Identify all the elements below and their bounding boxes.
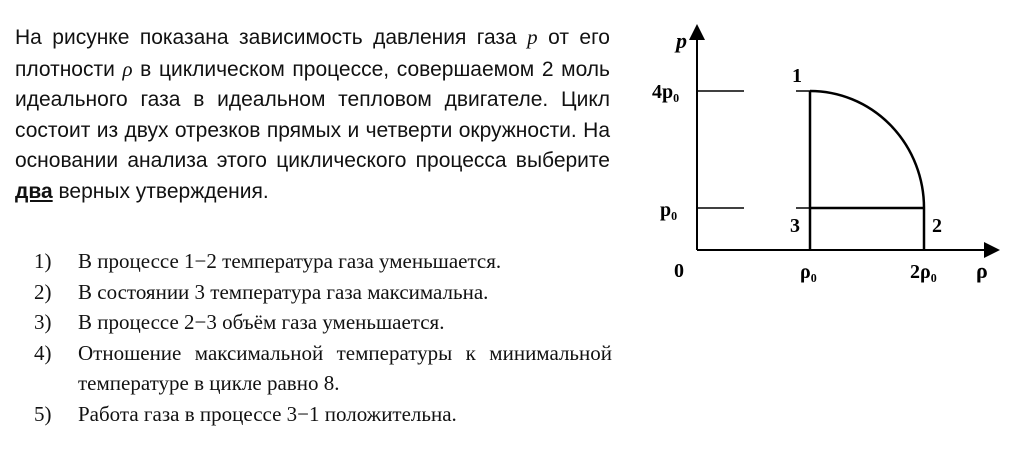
y-tick-p0: p₀ xyxy=(660,199,678,221)
point-label-2: 2 xyxy=(932,215,942,237)
intro-line-9: верных утверждения. xyxy=(58,179,269,203)
intro-line-1: На рисунке показана зависимость давления газа xyxy=(15,26,517,49)
option-number: 4) xyxy=(34,340,52,365)
option-text: Отношение максимальной температуры к минимальной температуре в цикле равно 8. xyxy=(78,340,612,395)
emphasis-word: два xyxy=(15,179,53,203)
pressure-density-diagram xyxy=(640,20,1020,320)
option-text: В процессе 2−3 объём газа уменьшается. xyxy=(78,310,445,334)
problem-statement xyxy=(15,22,610,207)
intro-line-4: совершаемом 2 моль идеального газа в xyxy=(15,57,610,111)
option-number: 1) xyxy=(34,249,52,273)
intro-line-6: двух отрезков прямых и четверти окружности. На xyxy=(124,118,610,142)
option-text: В состоянии 3 температура газа максимальна. xyxy=(78,279,489,304)
option-3 xyxy=(34,307,612,338)
y-tick-4p0: 4p₀ xyxy=(652,81,680,103)
intro-line-7: основании анализа этого циклического процесса xyxy=(15,149,507,172)
arc-1-2 xyxy=(810,91,924,208)
point-label-1: 1 xyxy=(792,65,802,87)
answer-options xyxy=(34,246,612,429)
problem-text xyxy=(15,22,610,207)
x-tick-2rho0: 2ρ₀ xyxy=(910,261,937,283)
option-text: В процессе 1−2 температура газа уменьшается. xyxy=(78,249,502,273)
option-4 xyxy=(34,338,612,399)
origin-label: 0 xyxy=(674,260,684,282)
intro-line-3: в циклическом процессе, xyxy=(140,57,390,81)
point-label-3: 3 xyxy=(790,215,800,237)
density-symbol: ρ xyxy=(122,56,133,81)
option-number: 3) xyxy=(34,310,52,334)
y-axis-label: p xyxy=(676,28,687,53)
option-number: 5) xyxy=(34,401,52,426)
option-text: Работа газа в процессе 3−1 положительна. xyxy=(78,401,457,426)
intro-line-5: идеальном тепловом двигателе. Цикл состоит из xyxy=(15,88,610,142)
x-axis-label: ρ xyxy=(976,258,988,283)
pressure-symbol: p xyxy=(527,25,538,49)
intro-line-2: от его плотности xyxy=(15,26,610,81)
x-tick-rho0: ρ₀ xyxy=(800,261,817,283)
option-1 xyxy=(34,246,612,277)
intro-line-8: выберите xyxy=(515,149,610,172)
option-2 xyxy=(34,277,612,308)
option-number: 2) xyxy=(34,279,52,304)
option-5 xyxy=(34,399,612,430)
